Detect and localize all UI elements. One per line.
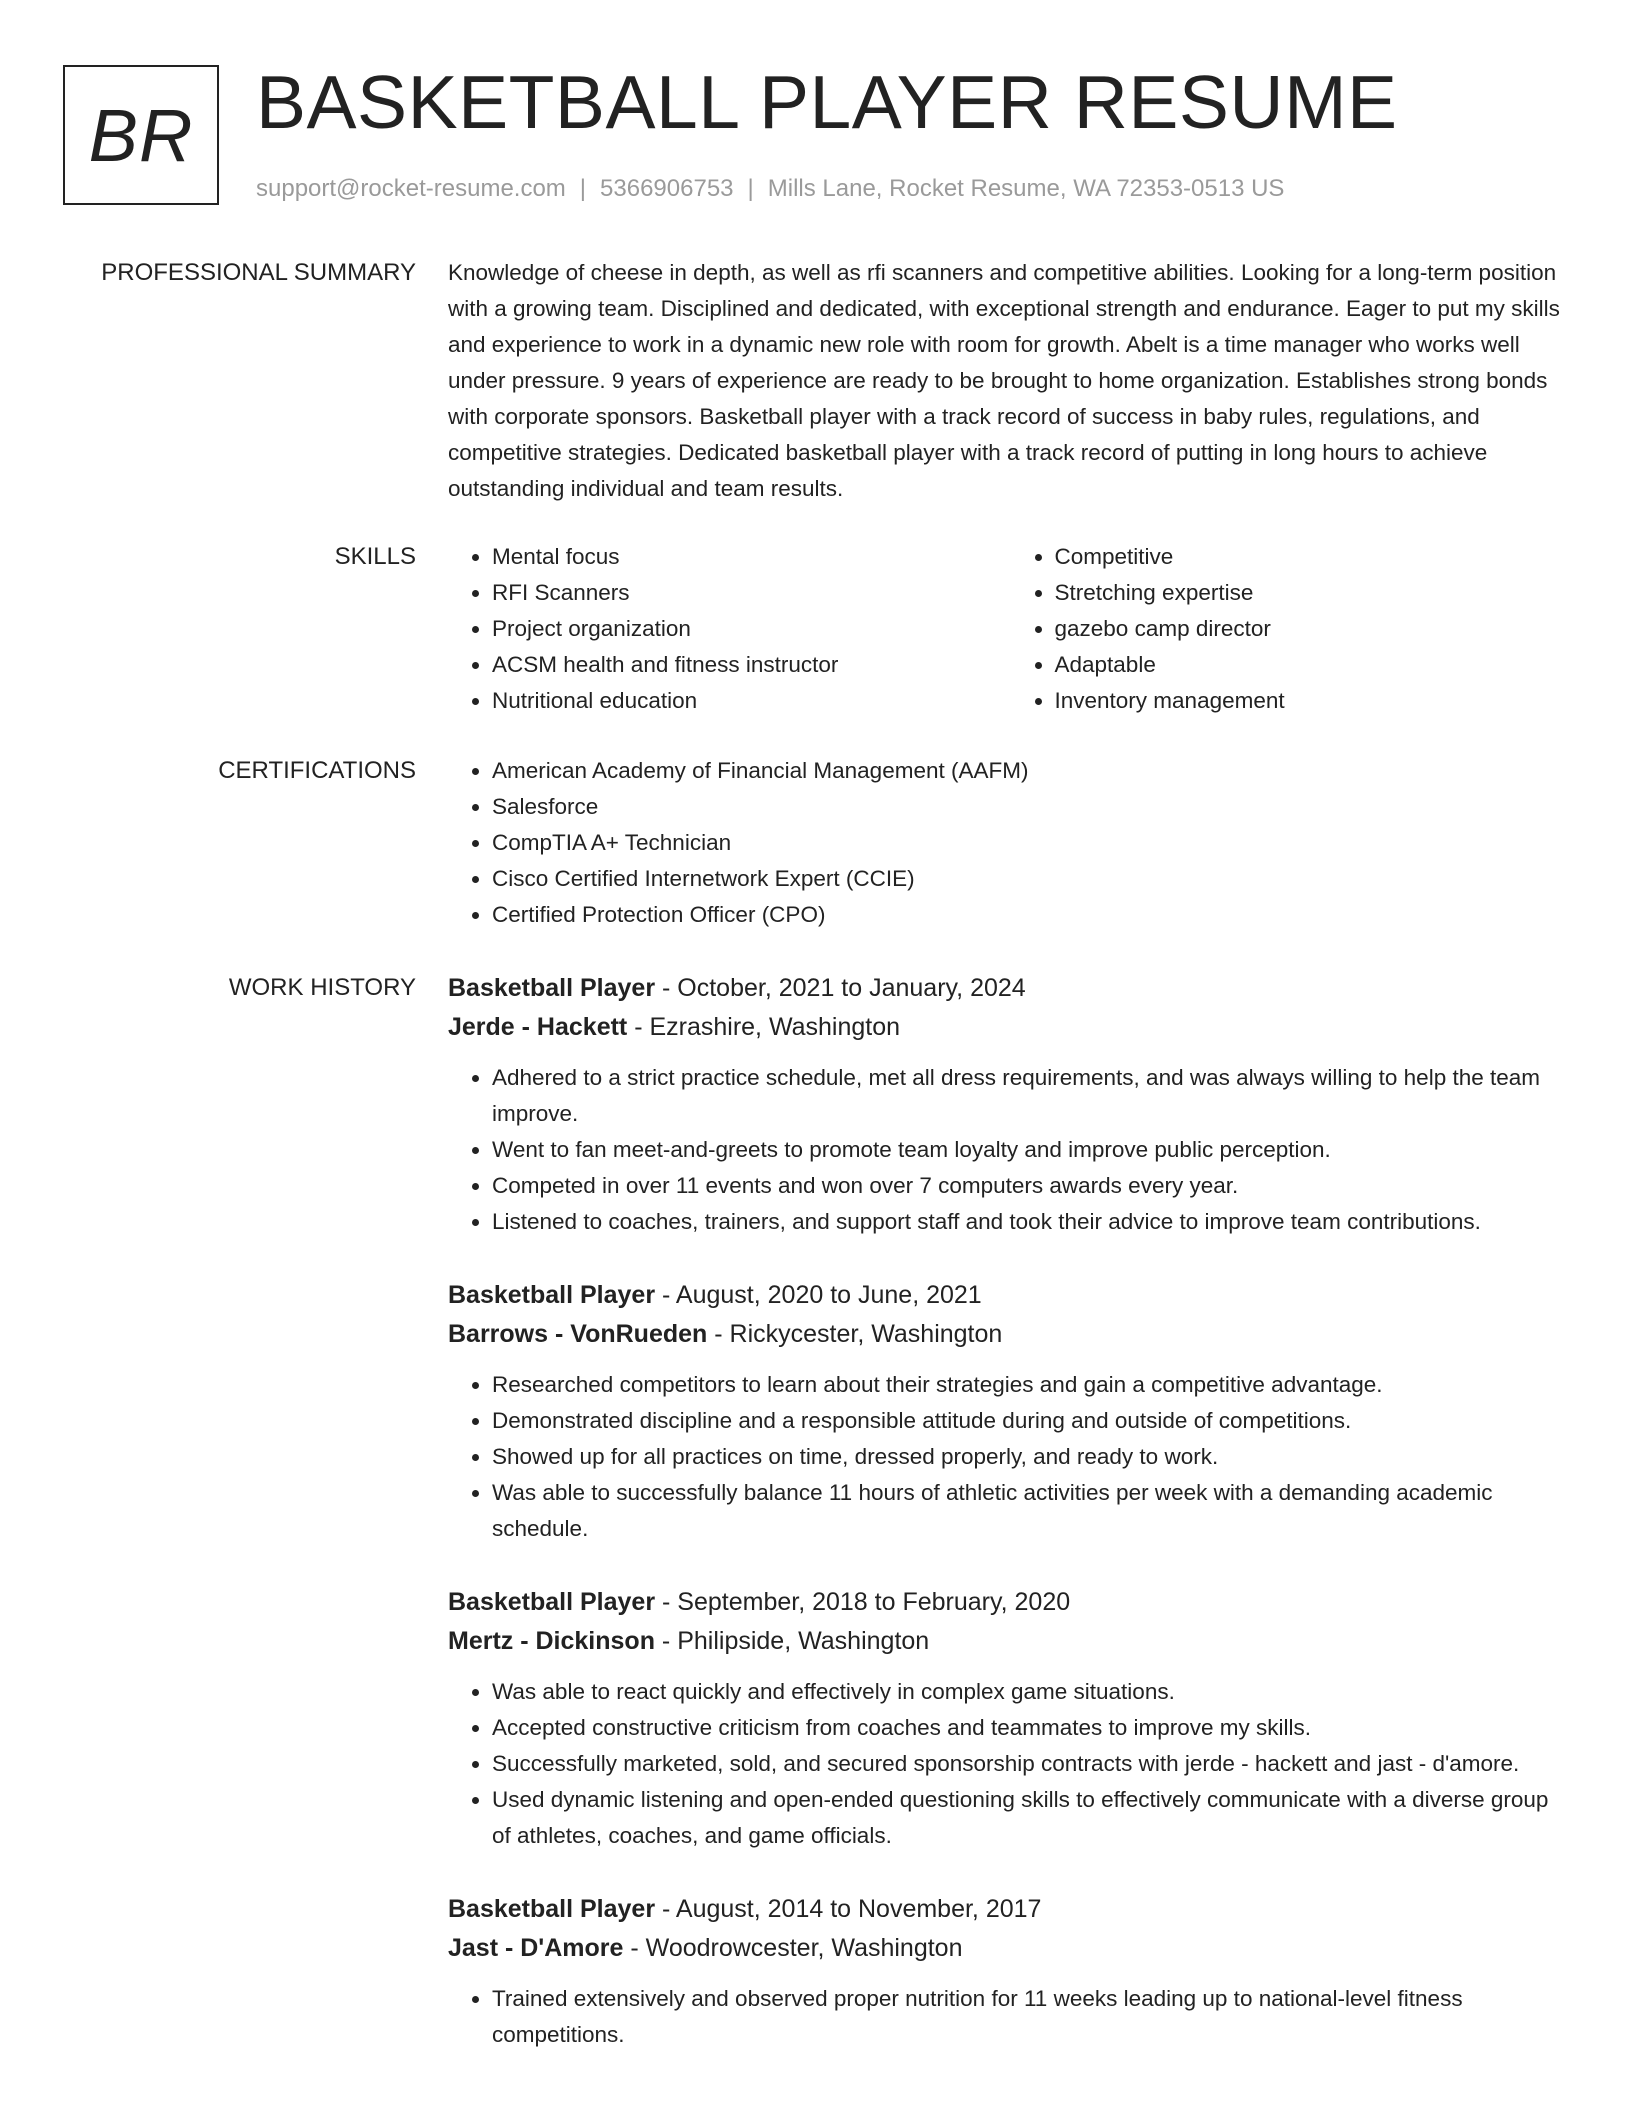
contact-separator: | [747,175,754,202]
skills-list-right [1011,539,1574,719]
skills-heading: SKILLS [334,543,416,570]
certifications-heading: CERTIFICATIONS [218,757,416,784]
job-location: - Philipside, Washington [654,1627,930,1655]
job-bullet: • Trained extensively and observed proper nutrition for 11 weeks leading up to national-level fitness competitions. [492,1981,1573,2053]
job-bullets [448,1674,1573,1854]
job-bullet: • Demonstrated discipline and a responsible attitude during and outside of competitions. [492,1403,1573,1439]
job-company-line [448,1929,1573,1968]
certifications-list [448,753,1573,933]
resume-title: BASKETBALL PLAYER RESUME [256,60,1398,144]
job-bullet: • Adhered to a strict practice schedule, met all dress requirements, and was always willing to help the team improve. [492,1060,1573,1132]
certification-item: • Cisco Certified Internetwork Expert (CCIE) [492,861,1573,897]
job-company-line [448,1622,1573,1661]
job-location: - Rickycester, Washington [707,1320,1003,1348]
job-title-line [448,1276,1573,1315]
summary-body [448,255,1573,507]
job-company: Barrows - VonRueden [448,1320,708,1348]
skill-item: • Nutritional education [492,683,1011,719]
skills-grid [448,539,1573,719]
job-bullet: • Listened to coaches, trainers, and support staff and took their advice to improve team contributions. [492,1204,1573,1240]
resume-header [63,60,1583,210]
certifications-body [448,753,1573,933]
job-bullets [448,1981,1573,2053]
job-entry [448,1890,1573,2053]
skill-item: • Mental focus [492,539,1011,575]
monogram-initials: BR [88,93,194,177]
skill-item: • gazebo camp director [1055,611,1574,647]
skill-item: • Inventory management [1055,683,1574,719]
skill-item: • RFI Scanners [492,575,1011,611]
job-dates: - August, 2014 to November, 2017 [655,1895,1042,1923]
contact-separator: | [579,175,587,202]
summary-text: Knowledge of cheese in depth, as well as rfi scanners and competitive abilities. Looking for a long-term position with a growing team. Disciplined and dedicated, with exceptional strength and endurance. Eager to put my skills and experience to work in a dynamic new role with room for growth. Abelt is a time manager who works well under pressure. 9 years of experience are ready to be brought to home organization. Establishes strong bonds with corporate sponsors. Basketball player with a track record of success in baby rules, regulations, and competitive strategies. Dedicated basketball player with a track record of putting in long hours to achieve outstanding individual and team results. [448,260,1560,501]
skill-item: • ACSM health and fitness instructor [492,647,1011,683]
job-bullet: • Was able to successfully balance 11 hours of athletic activities per week with a demanding academic schedule. [492,1475,1573,1547]
job-bullet: • Went to fan meet-and-greets to promote team loyalty and improve public perception. [492,1132,1573,1168]
job-title-line [448,1583,1573,1622]
job-bullet: • Accepted constructive criticism from coaches and teammates to improve my skills. [492,1710,1573,1746]
certification-item: • CompTIA A+ Technician [492,825,1573,861]
contact-email[interactable]: support@rocket-resume.com [256,175,566,202]
skill-item: • Competitive [1055,539,1574,575]
job-dates: - August, 2020 to June, 2021 [655,1281,982,1309]
work-history-body [448,969,1573,2089]
job-bullet: • Researched competitors to learn about their strategies and gain a competitive advantage. [492,1367,1573,1403]
certification-item: • Certified Protection Officer (CPO) [492,897,1573,933]
job-company: Mertz - Dickinson [448,1627,655,1655]
job-entry [448,969,1573,1240]
job-dates: - September, 2018 to February, 2020 [655,1588,1071,1616]
skill-item: • Stretching expertise [1055,575,1574,611]
job-company-line [448,1315,1573,1354]
certification-item: • Salesforce [492,789,1573,825]
job-bullet: • Was able to react quickly and effectively in complex game situations. [492,1674,1573,1710]
job-company: Jerde - Hackett [448,1013,628,1041]
job-title: Basketball Player [448,1588,656,1616]
job-entry [448,1276,1573,1547]
job-bullets [448,1060,1573,1240]
job-bullet: • Showed up for all practices on time, dressed properly, and ready to work. [492,1439,1573,1475]
certification-item: • American Academy of Financial Management (AAFM) [492,753,1573,789]
skill-item: • Adaptable [1055,647,1574,683]
job-location: - Ezrashire, Washington [627,1013,901,1041]
job-dates: - October, 2021 to January, 2024 [655,974,1026,1002]
contact-phone[interactable]: 5366906753 [600,175,734,202]
job-company: Jast - D'Amore [448,1934,624,1962]
job-location: - Woodrowcester, Washington [623,1934,963,1962]
contact-line [256,175,1284,203]
job-bullets [448,1367,1573,1547]
job-bullet: • Used dynamic listening and open-ended questioning skills to effectively communicate with a diverse group of athletes, coaches, and game officials. [492,1782,1573,1854]
job-title-line [448,1890,1573,1929]
skill-item: • Project organization [492,611,1011,647]
job-bullet: • Successfully marketed, sold, and secured sponsorship contracts with jerde - hackett and jast - d'amore. [492,1746,1573,1782]
job-bullet: • Competed in over 11 events and won over 7 computers awards every year. [492,1168,1573,1204]
summary-heading: PROFESSIONAL SUMMARY [101,259,416,286]
work-history-heading: WORK HISTORY [228,974,416,1001]
job-company-line [448,1008,1573,1047]
skills-list-left [448,539,1011,719]
job-title: Basketball Player [448,1895,656,1923]
contact-address: Mills Lane, Rocket Resume, WA 72353-0513 US [767,175,1285,202]
job-title: Basketball Player [448,1281,656,1309]
job-entry [448,1583,1573,1854]
job-title: Basketball Player [448,974,656,1002]
skills-body [448,539,1573,719]
job-title-line [448,969,1573,1008]
monogram-box [63,65,219,205]
